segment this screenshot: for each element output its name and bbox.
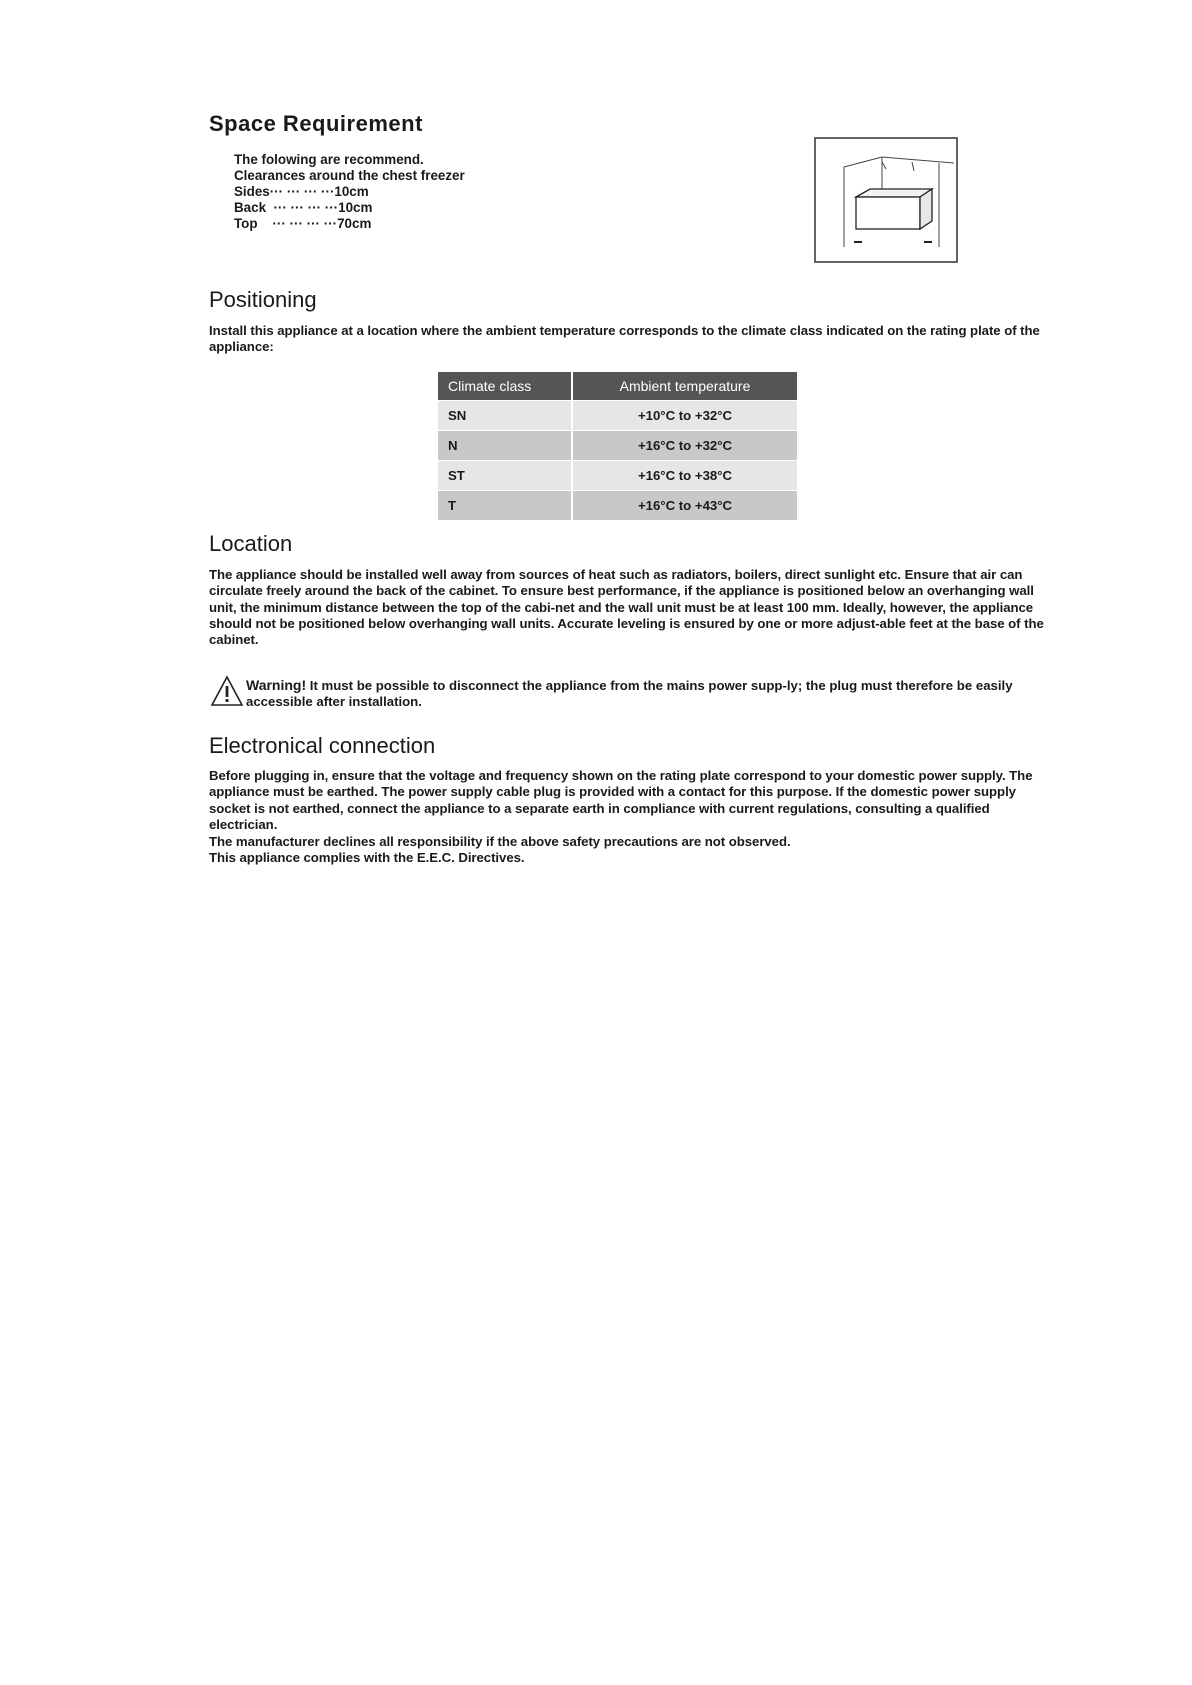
space-line: Back ··· ··· ··· ···10cm	[234, 199, 373, 215]
table-row	[438, 461, 797, 491]
manufacturer-disclaimer: The manufacturer declines all responsibility if the above safety precautions are not observed.	[209, 834, 791, 849]
location-heading: Location	[209, 531, 293, 556]
location-text: The appliance should be installed well away from sources of heat such as radiators, boilers, direct sunlight etc. Ensure that air can circulate freely around the back of the cabinet. To ensure best performance, if the appliance is positioned below an overhanging wall unit, the minimum distance between the top of the cabi-net and the wall unit must be at least 100 mm. Ideally, however, the appliance should not be positioned below overhanging wall units. Accurate leveling is ensured by one or more adjust-able feet at the base of the cabinet.	[209, 567, 1044, 648]
eec-directive-note: This appliance complies with the E.E.C. Directives.	[209, 850, 525, 865]
positioning-text: Install this appliance at a location where the ambient temperature corresponds to the climate class indicated on the rating plate of the appliance:	[209, 323, 1040, 355]
space-line: Sides··· ··· ··· ···10cm	[234, 183, 369, 199]
table-cell: T	[438, 491, 572, 521]
warning-icon	[210, 675, 244, 707]
table-cell: +16°C to +43°C	[572, 491, 797, 521]
electrical-connection-heading: Electronical connection	[209, 733, 436, 758]
table-cell: +16°C to +38°C	[572, 461, 797, 491]
space-line: The folowing are recommend.	[234, 152, 424, 167]
column-header: Ambient temperature	[572, 372, 797, 401]
table-header-row	[438, 372, 797, 401]
freezer-clearance-diagram	[814, 137, 958, 263]
table-cell: +16°C to +32°C	[572, 431, 797, 461]
space-line: Top ··· ··· ··· ···70cm	[234, 215, 372, 231]
table-cell: SN	[438, 401, 572, 431]
positioning-heading: Positioning	[209, 287, 317, 312]
climate-class-table	[438, 372, 797, 520]
space-line: Clearances around the chest freezer	[234, 167, 465, 183]
space-requirement-heading: Space Requirement	[209, 111, 423, 136]
table-cell: N	[438, 431, 572, 461]
electrical-text: Before plugging in, ensure that the voltage and frequency shown on the rating plate correspond to your domestic power supply. The appliance must be earthed. The power supply cable plug is provided with a contact for this purpose. If the domestic power supply socket is not earthed, connect the appliance to a separate earth in compliance with current regulations, consulting a qualified electrician.	[209, 768, 1033, 832]
column-header: Climate class	[438, 372, 572, 401]
table-row	[438, 431, 797, 461]
table-cell: +10°C to +32°C	[572, 401, 797, 431]
table-row	[438, 491, 797, 521]
warning-text	[246, 677, 1046, 710]
space-clearance-list	[234, 152, 465, 232]
table-row	[438, 401, 797, 431]
warning-body: It must be possible to disconnect the appliance from the mains power supp-ly; the plug must therefore be easily accessible after installation.	[246, 678, 1013, 709]
table-cell: ST	[438, 461, 572, 491]
warning-label: Warning!	[246, 677, 307, 693]
